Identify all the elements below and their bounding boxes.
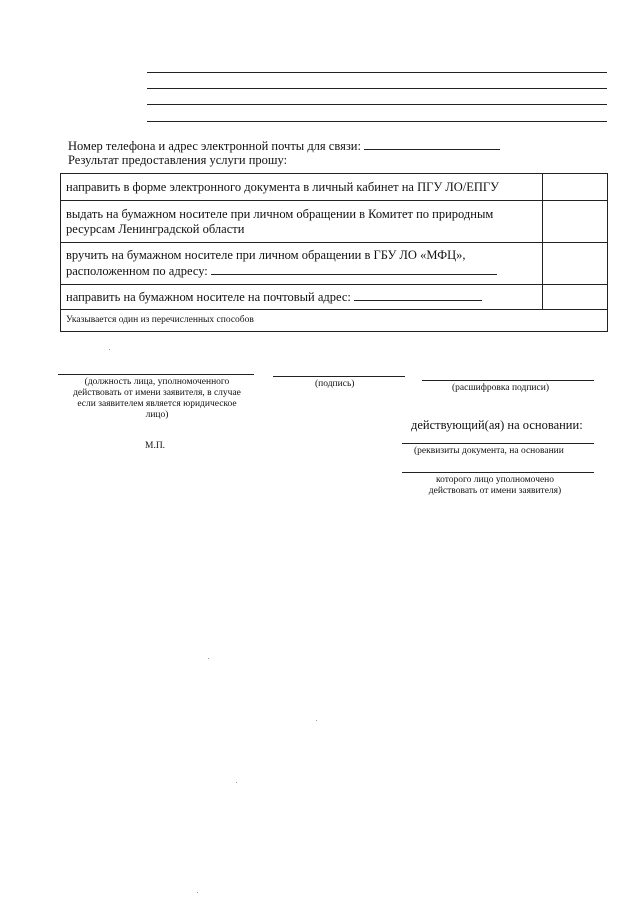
method-committee-choice[interactable]: [543, 201, 608, 243]
method-post-choice[interactable]: [543, 285, 608, 310]
contact-field[interactable]: [364, 138, 500, 150]
result-label: Результат предоставления услуги прошу:: [68, 153, 288, 167]
position-caption: (должность лица, уполномоченного действовать от имени заявителя, в случае если заявителем является юридическое лицо): [73, 377, 241, 420]
method-mfc-line1: вручить на бумажном носителе при личном обращении в ГБУ ЛО «МФЦ»,: [66, 248, 466, 262]
decoding-line[interactable]: [422, 380, 594, 381]
method-mfc-choice[interactable]: [543, 243, 608, 285]
methods-note: Указывается один из перечисленных способов: [61, 310, 608, 332]
scan-speck: [109, 349, 110, 350]
scan-speck: [208, 658, 209, 659]
decoding-caption: (расшифровка подписи): [452, 383, 549, 393]
table-row: [61, 174, 608, 201]
blank-line: [147, 88, 607, 89]
blank-line: [147, 104, 607, 105]
requisites-caption: (реквизиты документа, на основании: [414, 446, 564, 456]
table-row: [61, 310, 608, 332]
method-committee: выдать на бумажном носителе при личном обращении в Комитет по природным ресурсам Ленинградской области: [61, 201, 543, 243]
signature-caption: (подпись): [315, 379, 355, 389]
stamp-label: М.П.: [145, 441, 166, 451]
position-line[interactable]: [58, 374, 254, 375]
signature-line[interactable]: [273, 376, 405, 377]
acting-basis-label: действующий(ая) на основании:: [411, 418, 583, 432]
post-address-field[interactable]: [354, 289, 482, 301]
method-mfc-line2: [66, 263, 537, 279]
table-row: [61, 201, 608, 243]
contact-label: [68, 138, 500, 153]
requisites-line[interactable]: [402, 443, 594, 444]
mfc-address-field[interactable]: [211, 263, 497, 275]
table-row: [61, 243, 608, 285]
delivery-methods-table: [60, 173, 608, 332]
contact-label-text: Номер телефона и адрес электронной почты для связи:: [68, 139, 361, 153]
requisites-line-2[interactable]: [402, 472, 594, 473]
scan-speck: [316, 720, 317, 721]
table-row: [61, 285, 608, 310]
method-post: [61, 285, 543, 310]
method-post-label: направить на бумажном носителе на почтовый адрес:: [66, 290, 351, 304]
method-electronic: направить в форме электронного документа в личный кабинет на ПГУ ЛО/ЕПГУ: [61, 174, 543, 201]
blank-line: [147, 72, 607, 73]
method-electronic-choice[interactable]: [543, 174, 608, 201]
method-mfc-address-label: расположенном по адресу:: [66, 264, 208, 278]
scan-speck: [197, 892, 198, 893]
scan-speck: [236, 782, 237, 783]
blank-line: [147, 121, 607, 122]
method-mfc: [61, 243, 543, 285]
requisites-caption-cont: которого лицо уполномочено действовать от имени заявителя): [428, 475, 562, 496]
